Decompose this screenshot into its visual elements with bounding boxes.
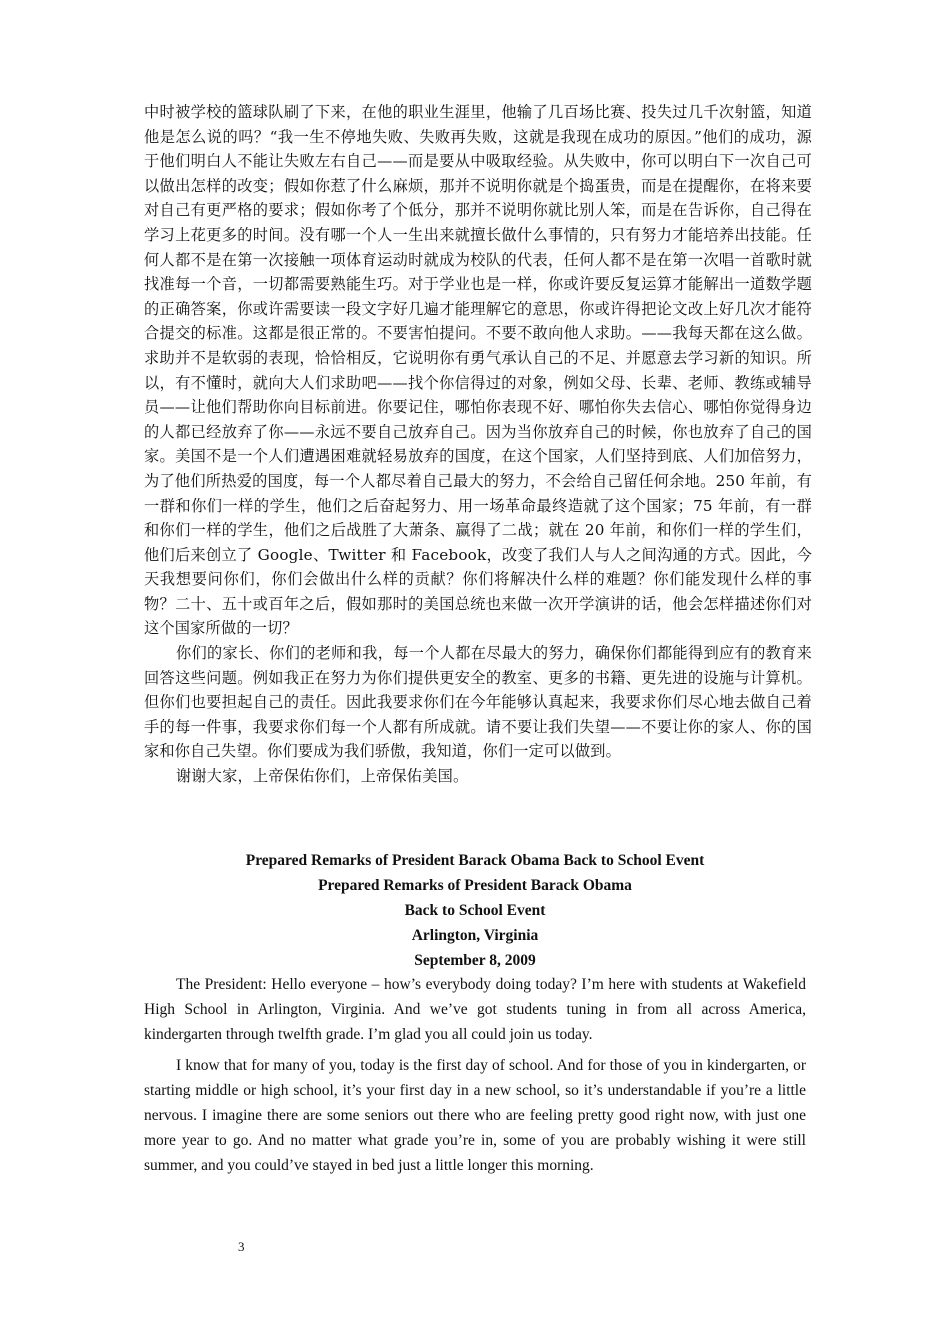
page-number: 3 (238, 1239, 245, 1254)
title-line-2: Prepared Remarks of President Barack Obama (318, 877, 632, 894)
chinese-paragraph-3: 谢谢大家，上帝保佑你们，上帝保佑美国。 (176, 767, 469, 786)
chinese-body (144, 100, 812, 789)
chinese-paragraph-1: 中时被学校的篮球队刷了下来，在他的职业生涯里，他输了几百场比赛、投失过几千次射篮，知道他是怎么说的吗？“我一生不停地失败、失败再失败，这就是我现在成功的原因。”他们的成功，源于他们明白人不能让失败左右自己——而是要从中吸取经验。从失败中，你可以明白下一次自己可以做出怎样的改变；假如你惹了什么麻烦，那并不说明你就是个捣蛋贵，而是在提醒你，在将来要对自己有更严格的要求；假如你考了个低分，那并不说明你就比别人笨，而是在告诉你，自己得在学习上花更多的时间。没有哪一个人一生出来就擅长做什么事情的，只有努力才能培养出技能。任何人都不是在第一次接触一项体育运动时就成为校队的代表，任何人都不是在第一次唱一首歌时就找准每一个音，一切都需要熟能生巧。对于学业也是一样，你或许要反复运算才能解出一道数学题的正确答案，你或许需要读一段文字好几遍才能理解它的意思，你或许得把论文改上好几次才能符合提交的标准。这都是很正常的。不要害怕提问。不要不敢向他人求助。——我每天都在这么做。求助并不是软弱的表现，恰恰相反，它说明你有勇气承认自己的不足、并愿意去学习新的知识。所以，有不懂时，就向大人们求助吧——找个你信得过的对象，例如父母、长辈、老师、教练或辅导员——让他们帮助你向目标前进。你要记住，哪怕你表现不好、哪怕你失去信心、哪怕你觉得身边的人都已经放弃了你——永远不要自己放弃自己。因为当你放弃自己的时候，你也放弃了自己的国家。美国不是一个人们遭遇困难就轻易放弃的国度，在这个国家，人们坚持到底、人们加倍努力，为了他们所热爱的国度，每一个人都尽着自己最大的努力，不会给自己留任何余地。250 年前，有一群和你们一样的学生，他们之后奋起努力、用一场革命最终造就了这个国家；75 年前，有一群和你们一样的学生，他们之后战胜了大萧条、赢得了二战；就在 20 年前，和你们一样的学生们，他们后来创立了 Google、Twitter 和 Facebook，改变了我们人与人之间沟通的方式。因此，今天我想要问你们，你们会做出什么样的贡献？你们将解决什么样的难题？你们能发现什么样的事物？二十、五十或百年之后，假如那时的美国总统也来做一次开学演讲的话，他会怎样描述你们对这个国家所做的一切？ (144, 103, 812, 638)
title-line-3: Back to School Event (404, 902, 546, 919)
speech-title-block (144, 848, 806, 973)
english-paragraph-2: I know that for many of you, today is the first day of school. And for those of you in kindergarten, or starting middle or high school, it’s your first day in a new school, so it’s understandable if you’re a little nervous. I imagine there are some seniors out there who are feeling pretty good right now, with just one more year to go. And no matter what grade you’re in, some of you are probably wishing it were still summer, and you could’ve stayed in bed just a little longer this morning. (144, 1057, 806, 1174)
english-body (144, 972, 806, 1178)
title-line-1: Prepared Remarks of President Barack Obama Back to School Event (245, 852, 705, 869)
title-date: September 8, 2009 (414, 952, 536, 969)
english-paragraph-1: The President: Hello everyone – how’s everybody doing today? I’m here with students at Wakefield High School in Arlington, Virginia. And we’ve got students tuning in from all across America, kindergarten through twelfth grade. I’m glad you all could join us today. (144, 976, 806, 1043)
chinese-paragraph-2: 你们的家长、你们的老师和我，每一个人都在尽最大的努力，确保你们都能得到应有的教育来回答这些问题。例如我正在努力为你们提供更安全的教室、更多的书籍、更先进的设施与计算机。但你们也要担起自己的责任。因此我要求你们在今年能够认真起来，我要求你们尽心地去做自己着手的每一件事，我要求你们每一个人都有所成就。请不要让我们失望——不要让你的家人、你的国家和你自己失望。你们要成为我们骄傲，我知道，你们一定可以做到。 (144, 644, 812, 761)
title-location: Arlington, Virginia (411, 927, 539, 944)
